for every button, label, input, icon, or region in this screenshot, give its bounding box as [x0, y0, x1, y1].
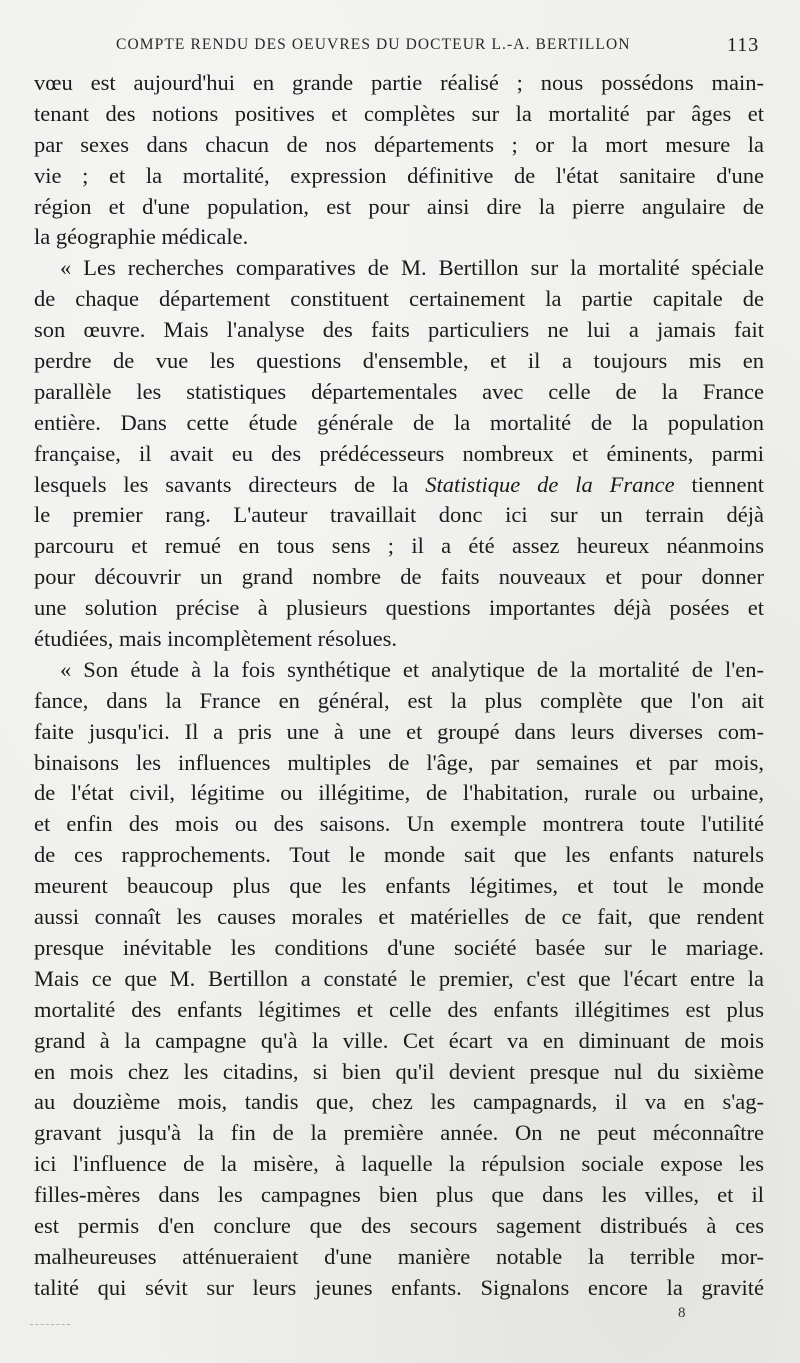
text-line: et enfin des mois ou des saisons. Un exemple montrera toute l'utilité — [34, 811, 764, 837]
text-line: région et d'une population, est pour ainsi dire la pierre angulaire de — [34, 193, 764, 219]
text-line: fance, dans la France en général, est la plus complète que l'on ait — [34, 687, 764, 713]
text-line: est permis d'en conclure que des secours sagement distribués à ces — [34, 1212, 764, 1238]
running-head — [0, 36, 800, 58]
text-line: la géographie médicale. — [34, 224, 249, 250]
line-end: tiennent — [691, 471, 764, 497]
text-line: filles-mères dans les campagnes bien plus que dans les villes, et il — [34, 1182, 764, 1208]
text-line: parallèle les statistiques départementales avec celle de la France — [34, 378, 764, 404]
text-line: par sexes dans chacun de nos départements ; or la mort mesure la — [34, 131, 764, 157]
body-text — [34, 68, 764, 1304]
text-line: aussi connaît les causes morales et matérielles de ce fait, que rendent — [34, 904, 764, 930]
running-title: COMPTE RENDU DES OEUVRES DU DOCTEUR L.-A. BERTILLON — [116, 36, 631, 53]
text-line: tenant des notions positives et complètes sur la mortalité par âges et — [34, 100, 764, 126]
text-line: faite jusqu'ici. Il a pris une à une et groupé dans leurs diverses com- — [34, 718, 764, 744]
text-line: mortalité des enfants légitimes et celle des enfants illégitimes est plus — [34, 996, 764, 1022]
signature-mark: 8 — [678, 1305, 686, 1321]
text-line: binaisons les influences multiples de l'âge, par semaines et par mois, — [34, 749, 764, 775]
text-line: entière. Dans cette étude générale de la mortalité de la population — [34, 409, 764, 435]
text-line: malheureuses atténueraient d'une manière notable la terrible mor- — [34, 1243, 764, 1269]
paragraph-start-line: « Les recherches comparatives de M. Bertillon sur la mortalité spéciale — [60, 255, 764, 281]
text-line: pour découvrir un grand nombre de faits nouveaux et pour donner — [34, 564, 764, 590]
print-smudge — [30, 1320, 70, 1325]
text-line: perdre de vue les questions d'ensemble, et il a toujours mis en — [34, 348, 764, 374]
paragraph-start-line: « Son étude à la fois synthétique et analytique de la mortalité de l'en- — [60, 656, 764, 682]
text-line: parcouru et remué en tous sens ; il a été assez heureux néanmoins — [34, 533, 764, 559]
text-line: étudiées, mais incomplètement résolues. — [34, 626, 398, 652]
text-line: gravant jusqu'à la fin de la première année. On ne peut méconnaître — [34, 1120, 764, 1146]
text-line: de ces rapprochements. Tout le monde sait que les enfants naturels — [34, 842, 764, 868]
text-line: grand à la campagne qu'à la ville. Cet écart va en diminuant de mois — [34, 1027, 764, 1053]
text-line: vœu est aujourd'hui en grande partie réalisé ; nous possédons main- — [34, 70, 764, 95]
text-line: en mois chez les citadins, si bien qu'il devient presque nul du sixième — [34, 1058, 764, 1084]
text-line: Mais ce que M. Bertillon a constaté le premier, c'est que l'écart entre la — [34, 965, 764, 991]
text-line: une solution précise à plusieurs questions importantes déjà posées et — [34, 595, 764, 621]
text-line: de l'état civil, légitime ou illégitime, de l'habitation, rurale ou urbaine, — [34, 780, 764, 806]
page-number: 113 — [727, 34, 760, 56]
text-line: ici l'influence de la misère, à laquelle la répulsion sociale expose les — [34, 1151, 764, 1177]
line-start: lesquels les savants directeurs de la — [34, 471, 409, 497]
italic-title: Statistique de la France — [425, 471, 675, 497]
text-line: française, il avait eu des prédécesseurs nombreux et éminents, parmi — [34, 440, 764, 466]
text-line: le premier rang. L'auteur travaillait donc ici sur un terrain déjà — [34, 502, 764, 528]
text-line: son œuvre. Mais l'analyse des faits particuliers ne lui a jamais fait — [34, 317, 764, 343]
text-line: talité qui sévit sur leurs jeunes enfants. Signalons encore la gravité — [34, 1274, 764, 1300]
text-line: de chaque département constituent certainement la partie capitale de — [34, 286, 764, 312]
text-line: presque inévitable les conditions d'une société basée sur le mariage. — [34, 934, 764, 960]
text-line: vie ; et la mortalité, expression définitive de l'état sanitaire d'une — [34, 162, 764, 188]
text-line: meurent beaucoup plus que les enfants légitimes, et tout le monde — [34, 873, 764, 899]
text-line: au douzième mois, tandis que, chez les campagnards, il va en s'ag- — [34, 1089, 764, 1115]
text-line-with-italic — [34, 470, 764, 501]
